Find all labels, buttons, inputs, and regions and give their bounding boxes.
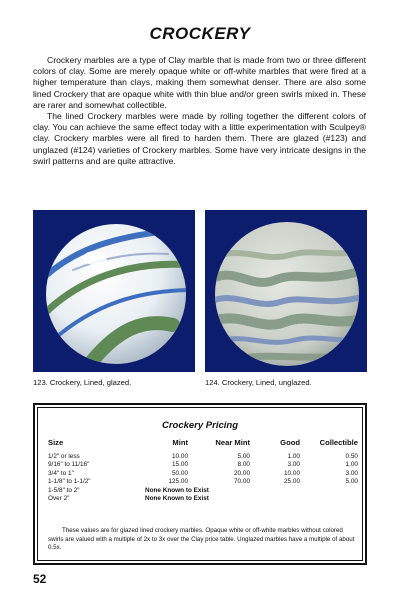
table-row	[48, 470, 358, 478]
cell-good: 10.00	[284, 469, 300, 477]
table-row	[48, 478, 358, 486]
marble-photo-glazed	[33, 210, 195, 372]
page-number: 52	[33, 572, 47, 586]
cell-good: 1.00	[287, 453, 300, 460]
cell-mint: 15.00	[172, 461, 188, 469]
pricing-note: These values are for glazed lined crockery marbles. Opaque white or off-white marbles without colored swirls are valued with a multiple of 2x to 3x over the Clay price table. Unglazed marbles have a multiple of about 0.5x.	[48, 527, 355, 552]
column-header-collectible: Collectible	[319, 438, 358, 447]
cell-near-mint: 8.00	[237, 461, 250, 469]
cell-none-known: None Known to Exist	[145, 495, 209, 503]
cell-size: 1-5/8" to 2"	[48, 486, 80, 494]
cell-collectible: 1.00	[345, 461, 358, 469]
cell-size: Over 2"	[48, 495, 70, 503]
table-row	[48, 487, 358, 495]
table-row	[48, 453, 358, 461]
pricing-title: Crockery Pricing	[161, 420, 239, 431]
cell-size: 3/4" to 1"	[48, 469, 74, 477]
cell-near-mint: 5.00	[237, 453, 250, 460]
pricing-table	[48, 438, 358, 503]
cell-good: 25.00	[284, 478, 300, 486]
column-header-near-mint: Near Mint	[215, 438, 250, 447]
cell-collectible: 0.50	[345, 453, 358, 460]
figure-caption: 124. Crockery, Lined, unglazed.	[205, 378, 312, 387]
pricing-inner-border	[37, 407, 363, 561]
paragraph: Crockery marbles are a type of Clay marble that is made from two or three different colors of clay. Some are merely opaque white or off-white marbles that were fired at a higher temperature than clays, making them somewhat denser. There are also some lined Crockery that are opaque white with thin blue and/or green swirls mixed in. These are rarer and somewhat collectible.	[33, 55, 366, 110]
paragraph: The lined Crockery marbles were made by rolling together the different colors of clay. You can achieve the same effect today with a little experimentation with Sculpey® clay. Crockery marbles were all fired to harden them. There are glazed (#123) and unglazed (#124) varieties of Crockery marbles. Some have very intricate designs in the swirl patterns and are quite attractive.	[33, 111, 366, 166]
column-header-mint: Mint	[172, 438, 188, 447]
cell-near-mint: 20.00	[234, 469, 250, 477]
pricing-box	[33, 403, 367, 565]
table-row	[48, 461, 358, 469]
table-row	[48, 495, 358, 503]
cell-collectible: 5.00	[345, 478, 358, 486]
cell-size: 1/2" or less	[48, 453, 80, 460]
table-header-row	[48, 438, 358, 453]
body-text	[33, 55, 366, 167]
cell-size: 9/16" to 11/16"	[48, 461, 90, 469]
cell-mint: 125.00	[168, 478, 188, 486]
column-header-size: Size	[48, 438, 64, 447]
cell-none-known: None Known to Exist	[145, 486, 209, 494]
cell-mint: 50.00	[172, 469, 188, 477]
cell-size: 1-1/8" to 1-1/2"	[48, 478, 91, 486]
figure-caption: 123. Crockery, Lined, glazed.	[33, 378, 132, 387]
cell-near-mint: 70.00	[234, 478, 250, 486]
cell-good: 3.00	[287, 461, 300, 469]
page-title: CROCKERY	[149, 24, 251, 43]
cell-mint: 10.00	[172, 453, 188, 460]
column-header-good: Good	[280, 438, 300, 447]
cell-collectible: 3.00	[345, 469, 358, 477]
marble-photo-unglazed	[205, 210, 367, 372]
